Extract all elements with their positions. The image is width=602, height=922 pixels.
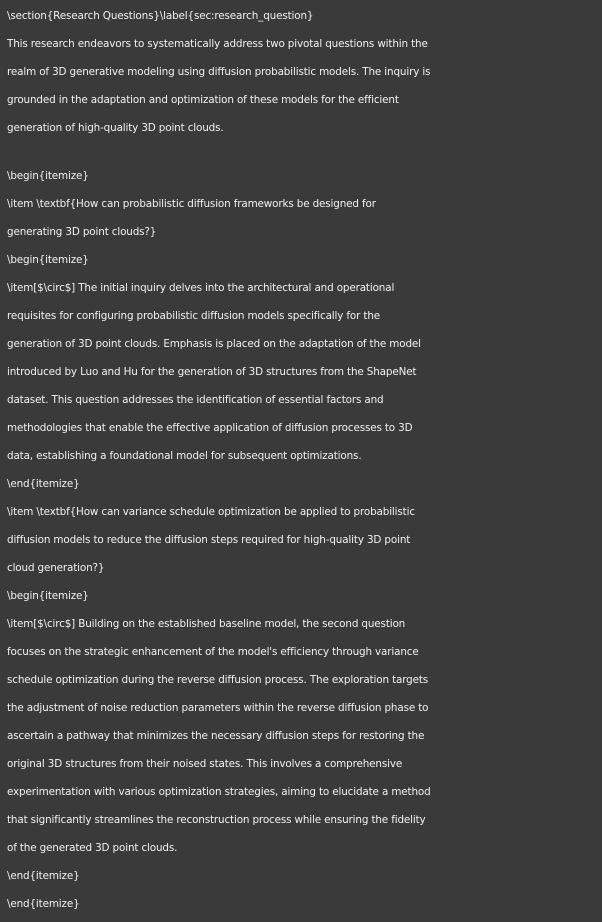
item-one-body-line: introduced by Luo and Hu for the generation of 3D structures from the ShapeNet xyxy=(7,366,417,378)
item-one-body-line: requisites for configuring probabilistic diffusion models specifically for the xyxy=(7,310,381,322)
begin-itemize-line: \begin{itemize} xyxy=(7,254,89,266)
item-two-body-line: schedule optimization during the reverse diffusion process. The exploration targets xyxy=(7,674,429,686)
intro-line: This research endeavors to systematically address two pivotal questions within the xyxy=(7,38,428,50)
item-two-body-line: of the generated 3D point clouds. xyxy=(7,842,178,854)
item-one-body-line: data, establishing a foundational model for subsequent optimizations. xyxy=(7,450,362,462)
item-one-title-line: \item \textbf{How can probabilistic diffusion frameworks be designed for xyxy=(7,198,376,210)
item-two-body-line: focuses on the strategic enhancement of the model's efficiency through variance xyxy=(7,646,419,658)
item-two-body-line: \item[$\circ$] Building on the established baseline model, the second question xyxy=(7,618,406,630)
item-one-body-line: generation of 3D point clouds. Emphasis is placed on the adaptation of the model xyxy=(7,338,421,350)
paragraph-gap xyxy=(7,142,602,162)
section-heading-line: \section{Research Questions}\label{sec:research_question} xyxy=(7,10,314,22)
item-one-body-line: \item[$\circ$] The initial inquiry delves into the architectural and operational xyxy=(7,282,395,294)
item-one-body-line: dataset. This question addresses the identification of essential factors and xyxy=(7,394,384,406)
end-itemize-line: \end{itemize} xyxy=(7,870,80,882)
end-itemize-line: \end{itemize} xyxy=(7,478,80,490)
item-two-body-line: the adjustment of noise reduction parameters within the reverse diffusion phase to xyxy=(7,702,429,714)
end-itemize-line: \end{itemize} xyxy=(7,898,80,910)
begin-itemize-line: \begin{itemize} xyxy=(7,590,89,602)
intro-line: grounded in the adaptation and optimization of these models for the efficient xyxy=(7,94,399,106)
item-one-title-line: generating 3D point clouds?} xyxy=(7,226,157,238)
item-two-title-line: cloud generation?} xyxy=(7,562,105,574)
item-two-body-line: ascertain a pathway that minimizes the necessary diffusion steps for restoring the xyxy=(7,730,425,742)
item-two-title-line: diffusion models to reduce the diffusion steps required for high-quality 3D point xyxy=(7,534,411,546)
item-two-body-line: original 3D structures from their noised states. This involves a comprehensive xyxy=(7,758,403,770)
item-two-title-line: \item \textbf{How can variance schedule optimization be applied to probabilistic xyxy=(7,506,415,518)
item-one-body-line: methodologies that enable the effective application of diffusion processes to 3D xyxy=(7,422,413,434)
begin-itemize-line: \begin{itemize} xyxy=(7,170,89,182)
intro-line: generation of high-quality 3D point clouds. xyxy=(7,122,224,134)
intro-line: realm of 3D generative modeling using diffusion probabilistic models. The inquiry is xyxy=(7,66,431,78)
item-two-body-line: that significantly streamlines the reconstruction process while ensuring the fidelity xyxy=(7,814,426,826)
item-two-body-line: experimentation with various optimization strategies, aiming to elucidate a method xyxy=(7,786,431,798)
